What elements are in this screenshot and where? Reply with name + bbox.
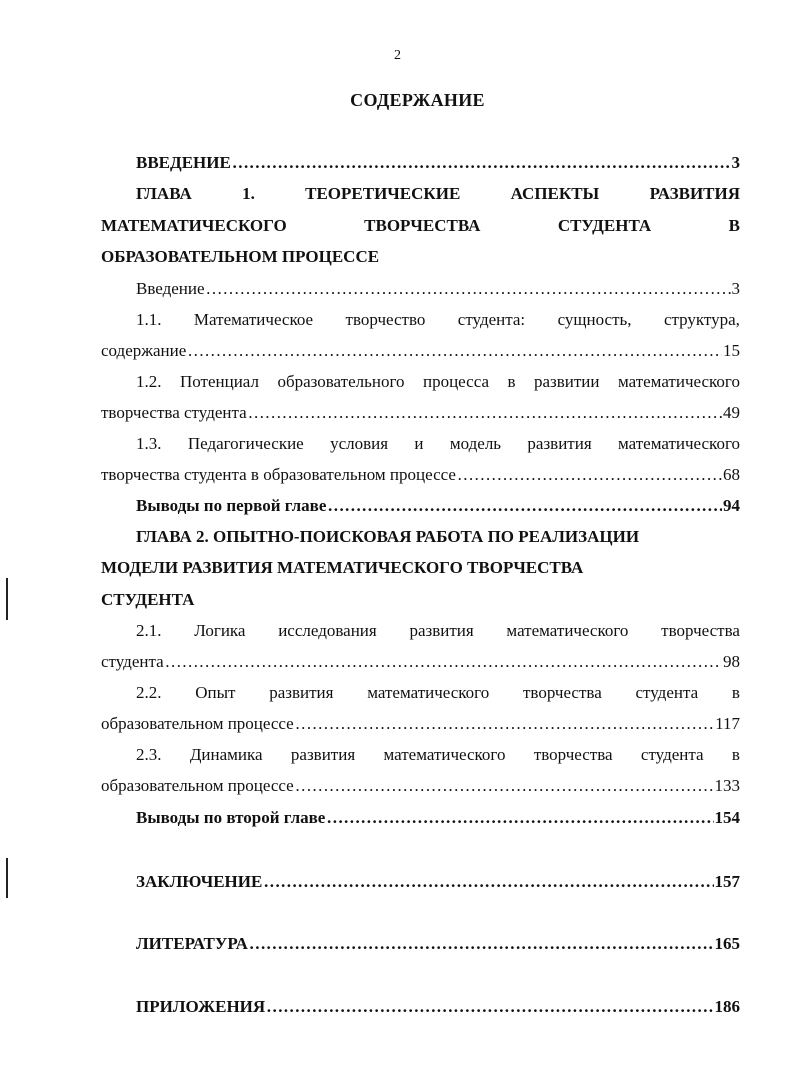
toc-entry-2-1-line1[interactable] xyxy=(136,620,740,642)
toc-text: и xyxy=(414,434,424,453)
toc-text: математического xyxy=(506,621,629,640)
toc-entry-literature[interactable] xyxy=(136,933,740,955)
toc-text: структура, xyxy=(663,310,740,329)
toc-entry-1-1-line2[interactable] xyxy=(101,340,740,362)
toc-text: Выводы по второй главе xyxy=(136,808,326,827)
chapter2-heading-line1[interactable]: ГЛАВА 2. ОПЫТНО-ПОИСКОВАЯ РАБОТА ПО РЕАЛИЗАЦИИ xyxy=(136,527,640,546)
toc-text: 15 xyxy=(723,341,740,360)
dot-leader xyxy=(327,495,722,517)
toc-entry-1-2-line2[interactable] xyxy=(101,402,740,424)
toc-text: сущность, xyxy=(557,310,632,329)
toc-text: Педагогические xyxy=(187,434,304,453)
dot-leader xyxy=(266,996,713,1018)
toc-text: СТУДЕНТА xyxy=(557,216,652,235)
toc-entry-conclusion[interactable] xyxy=(136,871,740,893)
toc-text: МАТЕМАТИЧЕСКОГО xyxy=(101,216,287,235)
toc-text: Потенциал xyxy=(179,372,259,391)
toc-text: 186 xyxy=(714,997,740,1016)
toc-entry-2-3-line2[interactable] xyxy=(101,775,740,797)
toc-text: исследования xyxy=(278,621,377,640)
dot-leader xyxy=(232,152,731,174)
toc-text: 3 xyxy=(731,279,740,298)
toc-title: СОДЕРЖАНИЕ xyxy=(350,90,485,110)
toc-text: студента xyxy=(101,652,164,671)
toc-text: 49 xyxy=(723,403,740,422)
toc-text: процесса xyxy=(422,372,489,391)
toc-text: условия xyxy=(330,434,389,453)
toc-text: творчества студента xyxy=(101,403,247,422)
toc-text: образовательном процессе xyxy=(101,714,294,733)
dot-leader xyxy=(248,402,722,424)
chapter2-heading-line2: МОДЕЛИ РАЗВИТИЯ МАТЕМАТИЧЕСКОГО ТВОРЧЕСТВА xyxy=(101,558,584,577)
toc-entry-ch1-conclusions[interactable] xyxy=(136,495,740,517)
toc-text: развитии xyxy=(533,372,600,391)
chapter2-heading-line3: СТУДЕНТА xyxy=(101,590,195,609)
toc-text: математического xyxy=(617,372,740,391)
dot-leader xyxy=(249,933,714,955)
toc-text: 3 xyxy=(731,153,740,172)
toc-text: творчества xyxy=(522,683,602,702)
toc-text: развития xyxy=(527,434,592,453)
dot-leader xyxy=(326,807,713,829)
toc-text: творчества xyxy=(533,745,613,764)
toc-entry-ch2-conclusions[interactable] xyxy=(136,807,740,829)
toc-text: Динамика xyxy=(189,745,263,764)
toc-entry-2-1-line2[interactable] xyxy=(101,651,740,673)
toc-text: ЗАКЛЮЧЕНИЕ xyxy=(136,872,263,891)
toc-text: творчества xyxy=(661,621,740,640)
dot-leader xyxy=(165,651,722,673)
toc-text: 1.3. xyxy=(136,434,162,453)
toc-entry-intro[interactable] xyxy=(136,152,740,174)
toc-text: студента xyxy=(640,745,704,764)
toc-text: 157 xyxy=(714,872,740,891)
toc-text: ГЛАВА xyxy=(136,184,192,203)
toc-text: ПРИЛОЖЕНИЯ xyxy=(136,997,266,1016)
toc-entry-2-2-line1[interactable] xyxy=(136,682,740,704)
toc-text: Введение xyxy=(136,279,205,298)
toc-text: студента xyxy=(635,683,699,702)
toc-entry-1-3-line1[interactable] xyxy=(136,433,740,455)
toc-text: модель xyxy=(449,434,502,453)
toc-text: 133 xyxy=(714,776,740,795)
toc-text: В xyxy=(728,216,740,235)
dot-leader xyxy=(187,340,722,362)
toc-text: содержание xyxy=(101,341,187,360)
toc-text: творчество xyxy=(345,310,426,329)
toc-text: 94 xyxy=(723,496,740,515)
toc-text: 1.1. xyxy=(136,310,162,329)
toc-text: 2.2. xyxy=(136,683,162,702)
toc-text: ТВОРЧЕСТВА xyxy=(364,216,481,235)
toc-text: творчества студента в образовательном процессе xyxy=(101,465,456,484)
toc-text: 2.1. xyxy=(136,621,162,640)
toc-text: 98 xyxy=(723,652,740,671)
toc-text: 165 xyxy=(714,934,740,953)
toc-text: образовательном процессе xyxy=(101,776,294,795)
dot-leader xyxy=(457,464,722,486)
toc-entry-1-3-line2[interactable] xyxy=(101,464,740,486)
toc-text: образовательного xyxy=(277,372,405,391)
dot-leader xyxy=(206,278,731,300)
toc-text: в xyxy=(731,745,740,764)
dot-leader xyxy=(295,713,714,735)
toc-entry-2-3-line1[interactable] xyxy=(136,744,740,766)
toc-text: развития xyxy=(409,621,474,640)
dot-leader xyxy=(295,775,714,797)
scan-artifact-mark xyxy=(6,858,8,898)
chapter1-heading-line1[interactable] xyxy=(136,183,740,205)
toc-text: 117 xyxy=(715,714,740,733)
toc-text: ЛИТЕРАТУРА xyxy=(136,934,248,953)
toc-text: ВВЕДЕНИЕ xyxy=(136,153,231,172)
toc-text: математического xyxy=(617,434,740,453)
toc-text: в xyxy=(731,683,740,702)
toc-text: Математическое xyxy=(193,310,314,329)
chapter1-heading-line2 xyxy=(101,215,740,237)
toc-text: математического xyxy=(383,745,506,764)
toc-text: студента: xyxy=(457,310,526,329)
toc-text: развития xyxy=(290,745,356,764)
toc-entry-appendices[interactable] xyxy=(136,996,740,1018)
toc-text: в xyxy=(507,372,516,391)
toc-text: Опыт xyxy=(195,683,236,702)
toc-text: 2.3. xyxy=(136,745,162,764)
toc-text: ТЕОРЕТИЧЕСКИЕ xyxy=(305,184,461,203)
toc-entry-2-2-line2[interactable] xyxy=(101,713,740,735)
dot-leader xyxy=(263,871,713,893)
toc-entry-1-1-line1[interactable] xyxy=(136,309,740,331)
toc-text: 1.2. xyxy=(136,372,162,391)
chapter1-heading-line3: ОБРАЗОВАТЕЛЬНОМ ПРОЦЕССЕ xyxy=(101,247,380,266)
toc-entry-ch1-intro[interactable] xyxy=(136,278,740,300)
toc-text: АСПЕКТЫ xyxy=(510,184,600,203)
page-number: 2 xyxy=(394,48,401,63)
scan-artifact-mark xyxy=(6,578,8,620)
toc-text: Логика xyxy=(194,621,246,640)
toc-text: Выводы по первой главе xyxy=(136,496,327,515)
toc-text: РАЗВИТИЯ xyxy=(649,184,740,203)
toc-text: 68 xyxy=(723,465,740,484)
toc-text: математического xyxy=(367,683,490,702)
toc-text: развития xyxy=(269,683,334,702)
toc-text: 154 xyxy=(714,808,740,827)
toc-text: 1. xyxy=(242,184,255,203)
toc-entry-1-2-line1[interactable] xyxy=(136,371,740,393)
